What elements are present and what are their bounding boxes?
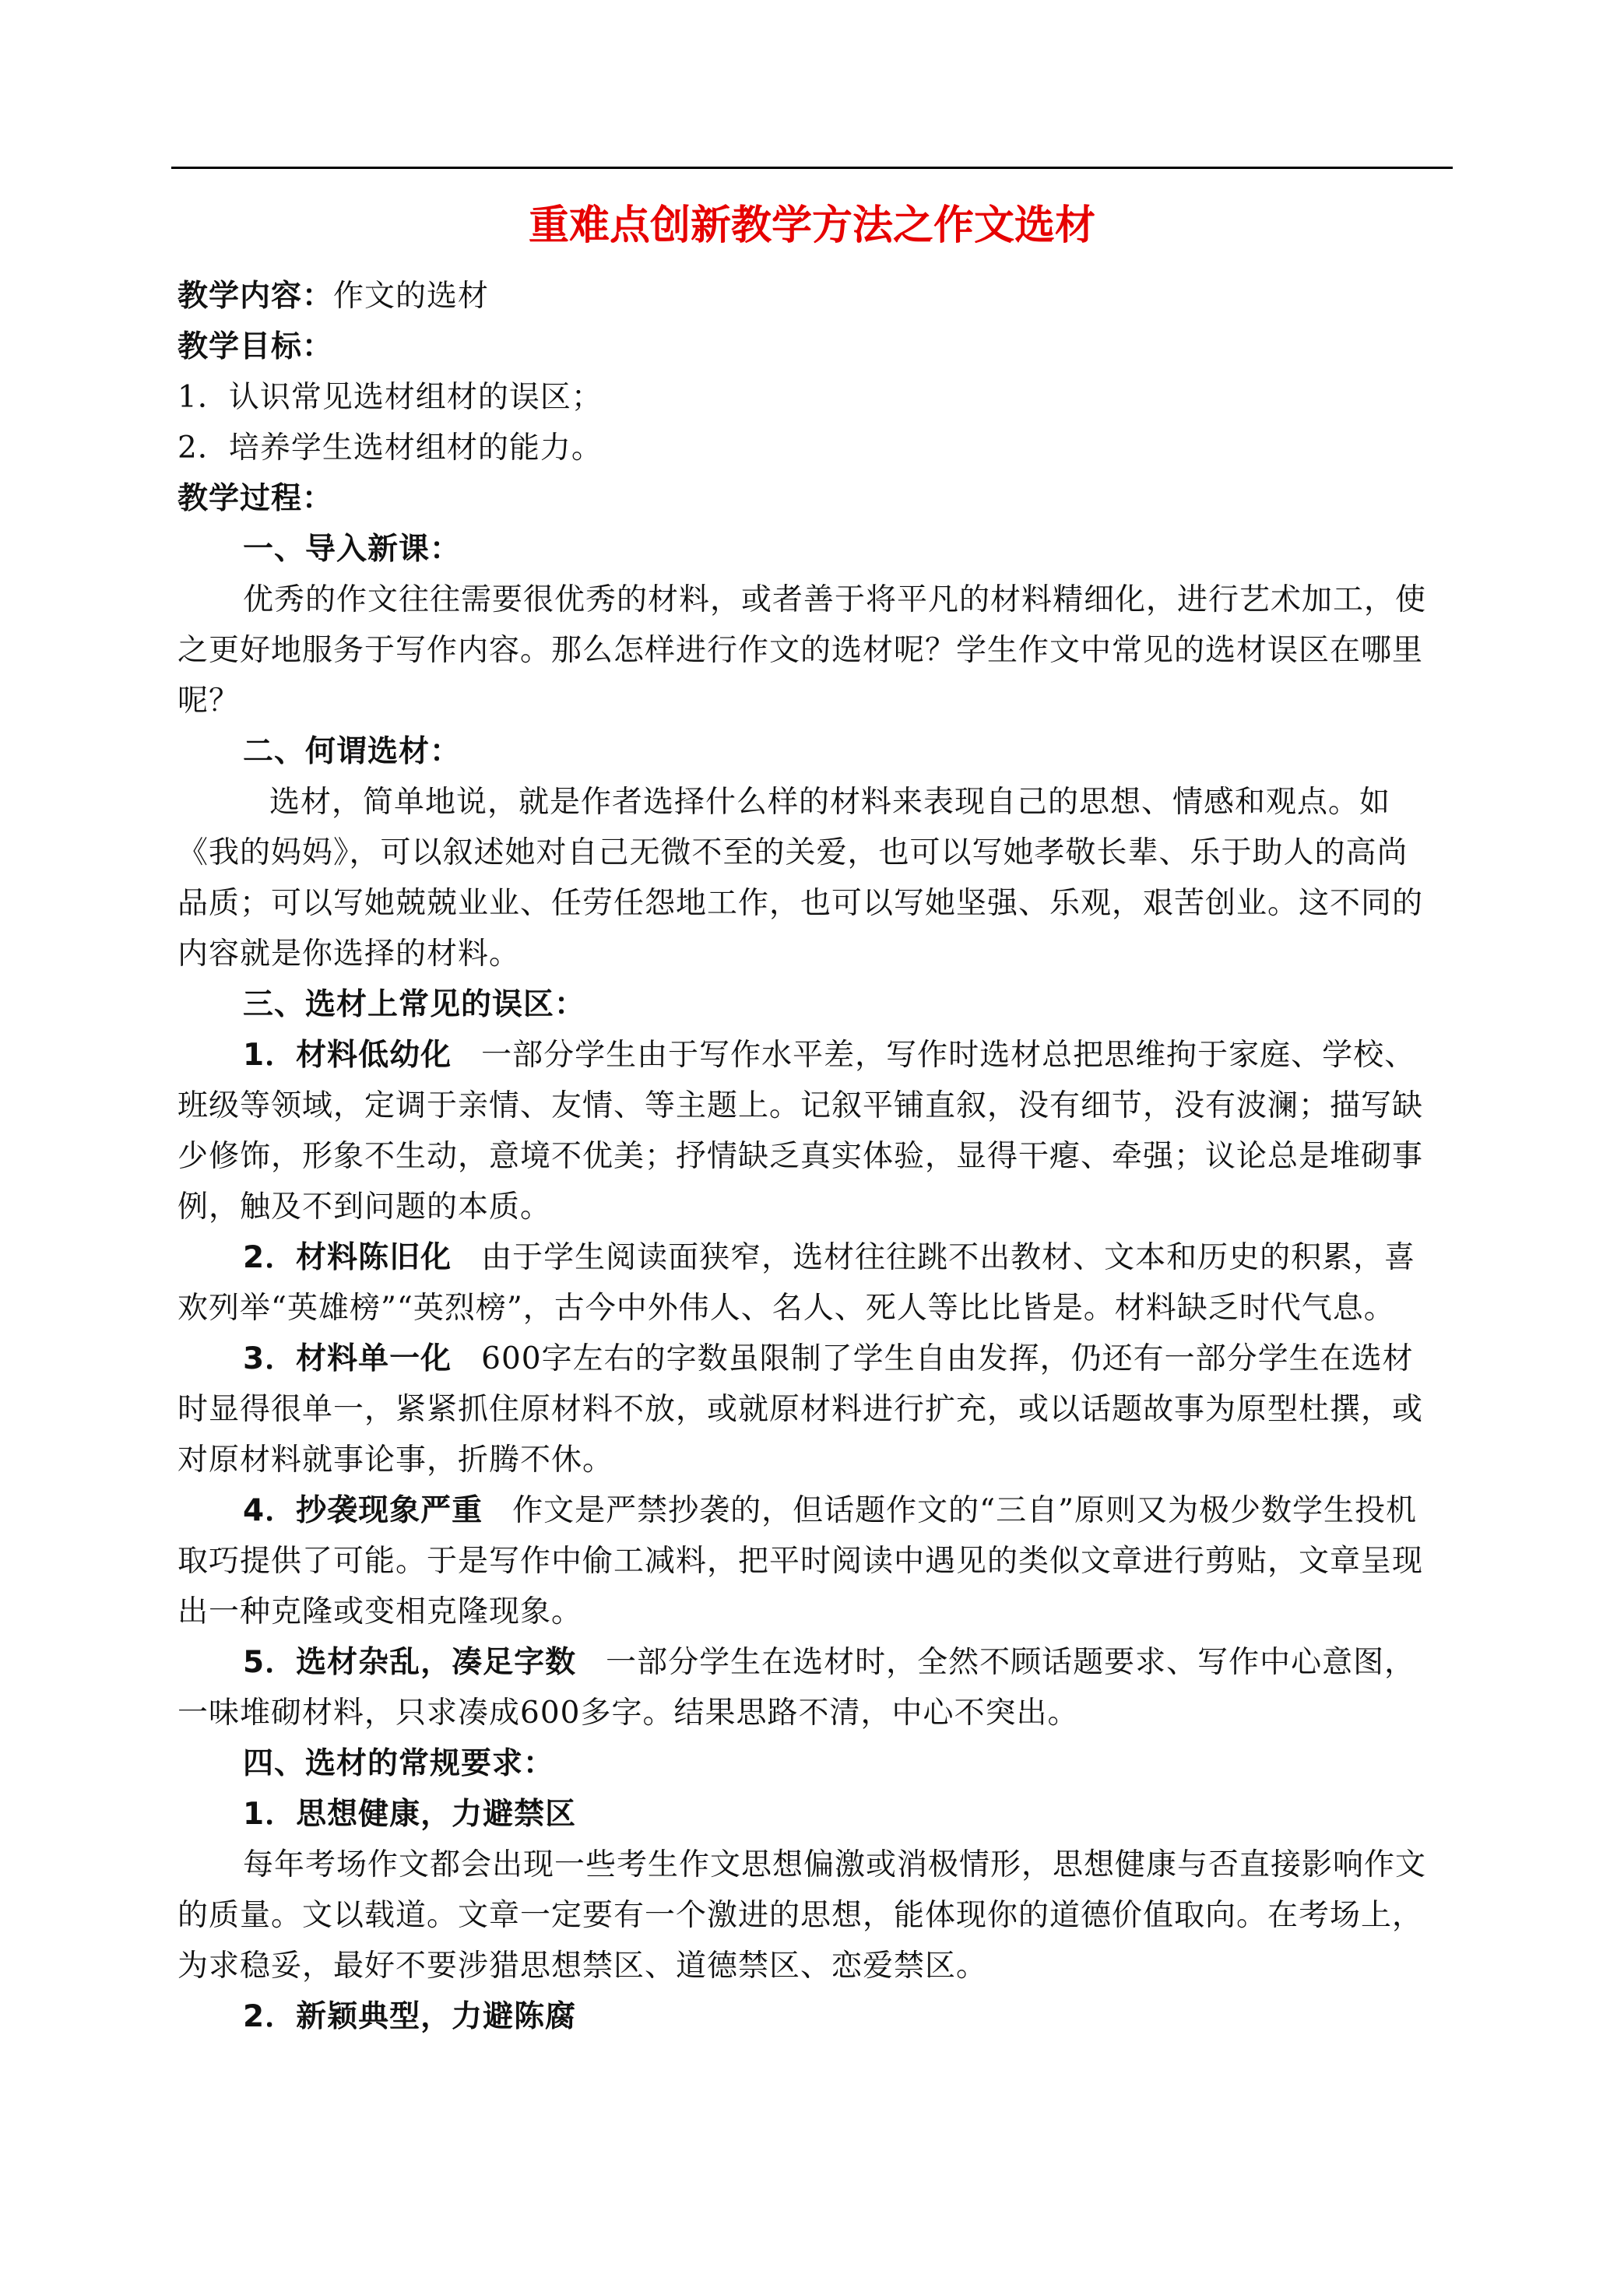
misconception-label-4: 4．抄袭现象严重 [243,1493,483,1528]
misconception-item-3 [178,1334,1431,1485]
misconception-item-1 [178,1030,1431,1232]
header-rule [171,167,1453,169]
misconception-label-5: 5．选材杂乱，凑足字数 [243,1645,577,1680]
teaching-content-line [178,271,1431,322]
misconception-text-5: 一部分学生在选材时，全然不顾话题要求、写作中心意图，一味堆砌材料，只求凑成600多字。结果思路不清，中心不突出。 [178,1645,1416,1731]
requirement-1-label: 1．思想健康，力避禁区 [243,1797,577,1832]
section-2-heading: 二、何谓选材： [243,734,462,769]
misconception-item-2 [178,1232,1431,1334]
misconception-item-5 [178,1637,1431,1738]
section-3-heading: 三、选材上常见的误区： [243,987,586,1022]
document-body [178,271,1431,2042]
misconception-text-4: 作文是严禁抄袭的，但话题作文的“三自”原则又为极少数学生投机取巧提供了可能。于是写作中偷工减料，把平时阅读中遇见的类似文章进行剪贴，文章呈现出一种克隆或变相克隆现象。 [178,1493,1424,1629]
section-1-paragraph: 优秀的作文往往需要很优秀的材料，或者善于将平凡的材料精细化，进行艺术加工，使之更好地服务于写作内容。那么怎样进行作文的选材呢？学生作文中常见的选材误区在哪里呢？ [178,582,1427,719]
teaching-content-label: 教学内容： [178,279,334,314]
page-title: 重难点创新教学方法之作文选材 [528,202,1095,249]
misconception-text-2: 由于学生阅读面狭窄，选材往往跳不出教材、文本和历史的积累，喜欢列举“英雄榜”“英烈榜”，古今中外伟人、名人、死人等比比皆是。材料缺乏时代气息。 [178,1240,1416,1326]
misconception-text-1: 一部分学生由于写作水平差，写作时选材总把思维拘于家庭、学校、班级等领域，定调于亲情、友情、等主题上。记叙平铺直叙，没有细节，没有波澜；描写缺少修饰，形象不生动，意境不优美；抒情缺乏真实体验，显得干瘪、牵强；议论总是堆砌事例，触及不到问题的本质。 [178,1038,1424,1225]
section-1-heading: 一、导入新课： [243,532,462,567]
goal-1: 1．认识常见选材组材的误区； [178,380,603,415]
section-2-paragraph: 选材，简单地说，就是作者选择什么样的材料来表现自己的思想、情感和观点。如《我的妈妈》，可以叙述她对自己无微不至的关爱，也可以写她孝敬长辈、乐于助人的高尚品质；可以写她兢兢业业、任劳任怨地工作，也可以写她坚强、乐观，艰苦创业。这不同的内容就是你选择的材料。 [178,785,1424,972]
teaching-content-value: 作文的选材 [333,279,490,314]
misconception-item-4 [178,1485,1431,1637]
teaching-process-label: 教学过程： [178,481,334,516]
misconception-label-3: 3．材料单一化 [243,1341,452,1376]
requirement-2-label: 2．新颖典型，力避陈腐 [243,1999,577,2034]
misconception-label-1: 1．材料低幼化 [243,1038,452,1073]
section-4-heading: 四、选材的常规要求： [243,1746,555,1781]
teaching-goals-label: 教学目标： [178,329,334,364]
misconception-label-2: 2．材料陈旧化 [243,1240,452,1275]
requirement-1-text: 每年考场作文都会出现一些考生作文思想偏激或消极情形，思想健康与否直接影响作文的质量。文以载道。文章一定要有一个激进的思想，能体现你的道德价值取向。在考场上，为求稳妥，最好不要涉猎思想禁区、道德禁区、恋爱禁区。 [178,1847,1427,1984]
goal-2: 2．培养学生选材组材的能力。 [178,431,603,466]
misconception-text-3: 600字左右的字数虽限制了学生自由发挥，仍还有一部分学生在选材时显得很单一，紧紧抓住原材料不放，或就原材料进行扩充，或以话题故事为原型杜撰，或对原材料就事论事，折腾不休。 [178,1341,1424,1478]
